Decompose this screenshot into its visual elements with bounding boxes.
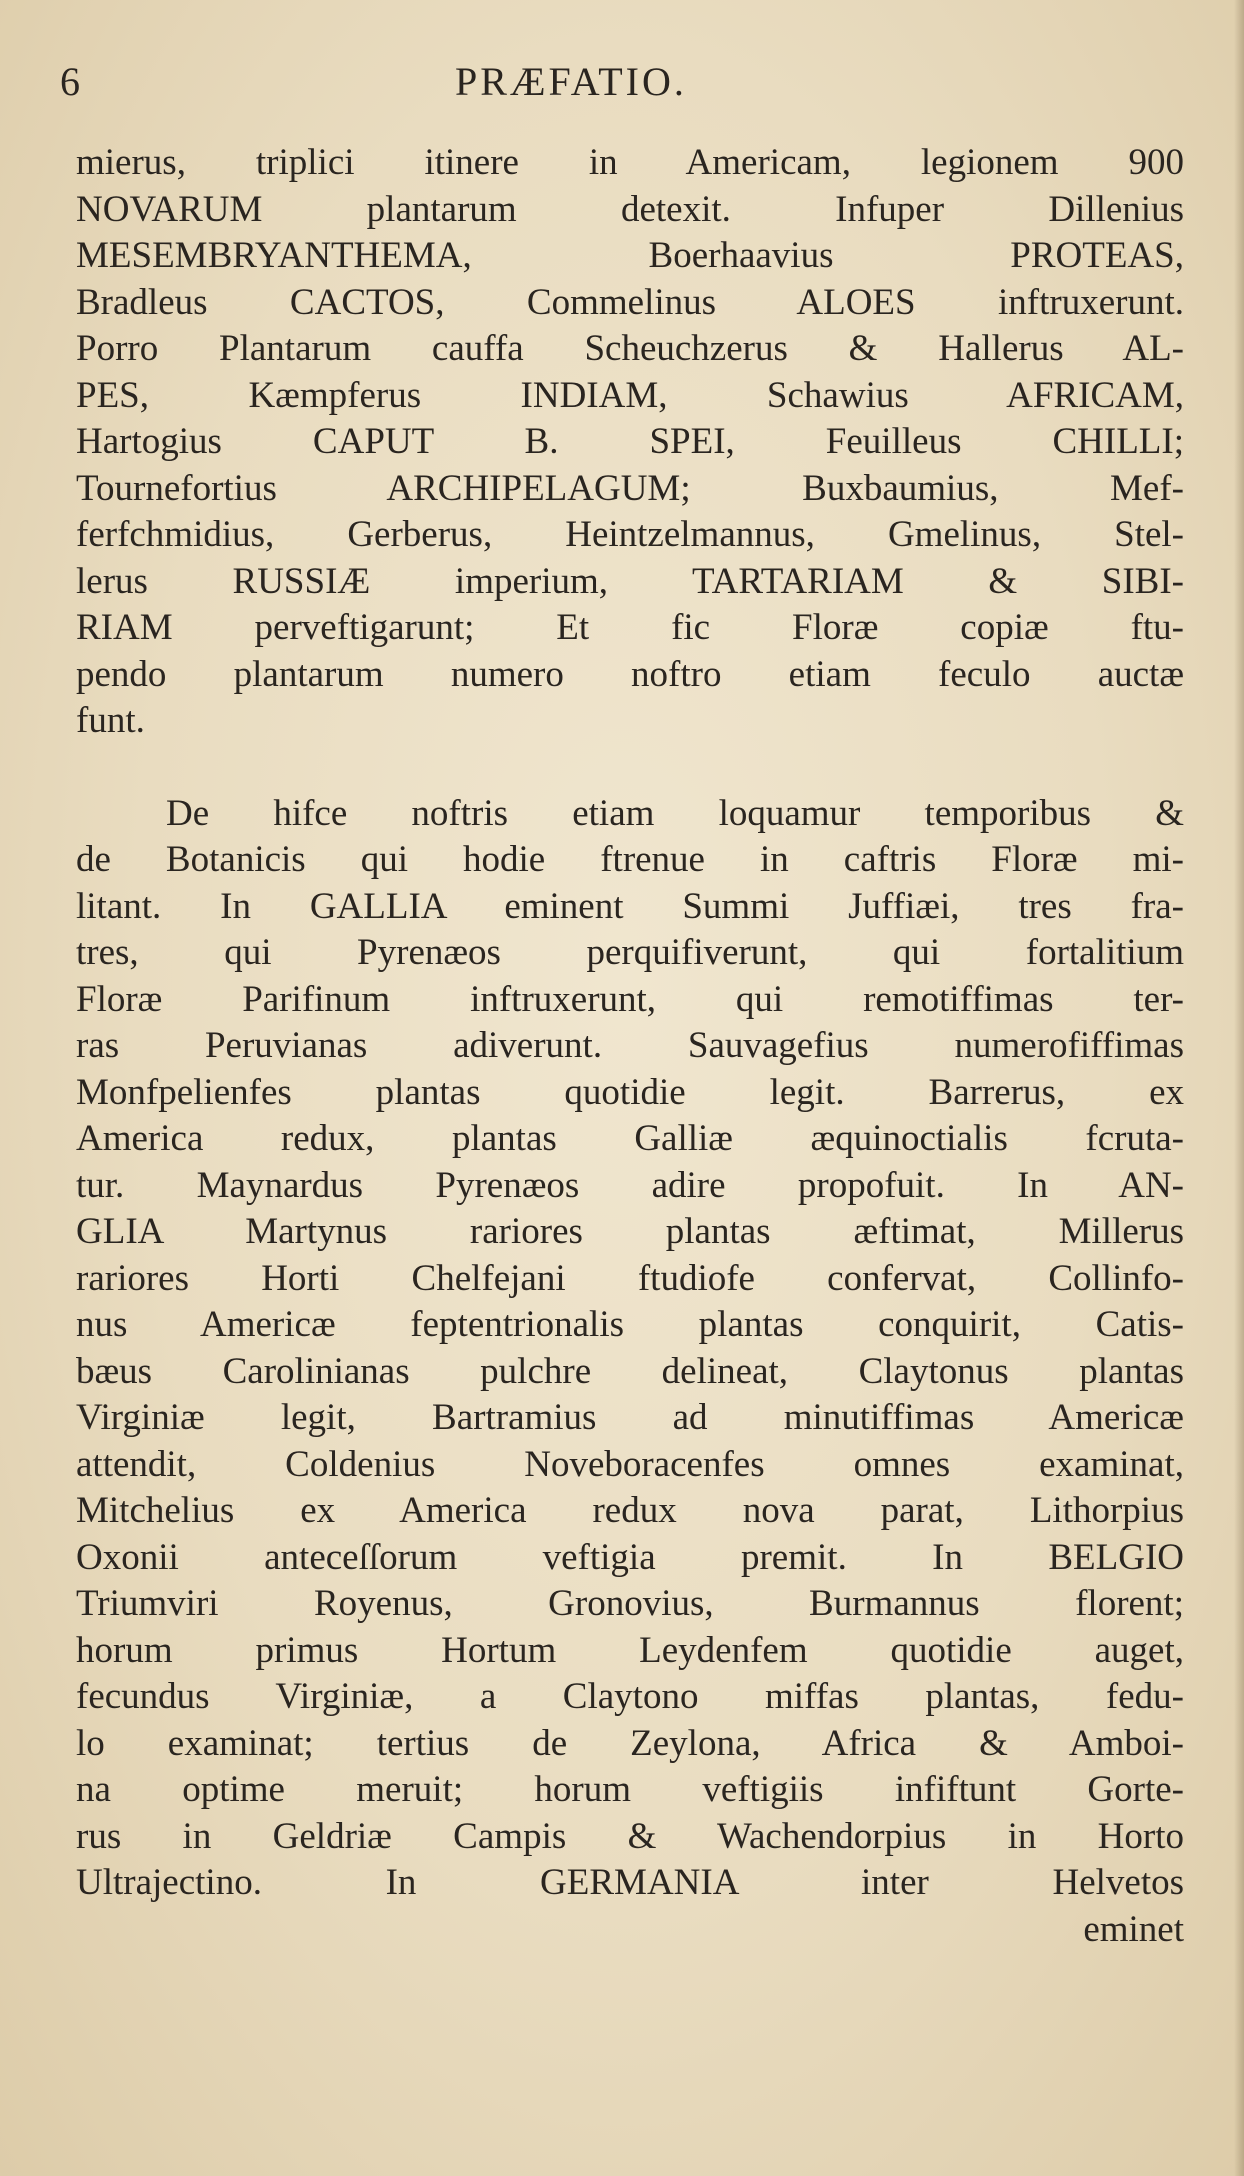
text-line: NOVARUM plantarum detexit. Infuper Dillenius [76,188,1184,230]
paragraph-1 [76,140,1184,745]
text-line: ras Peruvianas adiverunt. Sauvagefius numerofiffimas [76,1025,1184,1066]
text-line: lerus RUSSIÆ imperium, TARTARIAM & SIBI- [76,560,1184,602]
page-header [0,58,1244,118]
text-line: De hifce noftris etiam loquamur temporibus & [166,792,1184,834]
text-line: Monfpelienfes plantas quotidie legit. Barrerus, ex [76,1071,1184,1113]
page-edge [1234,0,1244,2176]
text-line: litant. In GALLIA eminent Summi Juffiæi, tres fra- [76,885,1184,927]
text-line: RIAM perveftigarunt; Et fic Floræ copiæ ftu- [76,607,1184,648]
text-line: Floræ Parifinum inftruxerunt, qui remotiffimas ter- [76,978,1184,1020]
text-line: funt. [76,700,145,741]
text-line: rus in Geldriæ Campis & Wachendorpius in Horto [76,1815,1184,1857]
text-line: bæus Carolinianas pulchre delineat, Claytonus plantas [76,1350,1184,1392]
text-line: Virginiæ legit, Bartramius ad minutiffimas Americæ [76,1397,1184,1438]
text-line: attendit, Coldenius Noveboracenfes omnes examinat, [76,1443,1184,1485]
text-line: lo examinat; tertius de Zeylona, Africa & Amboi- [76,1722,1184,1764]
text-line: pendo plantarum numero noftro etiam feculo auctæ [76,653,1184,695]
text-line: Ultrajectino. In GERMANIA inter Helvetos [76,1862,1184,1903]
text-line: MESEMBRYANTHEMA, Boerhaavius PROTEAS, [76,235,1184,276]
text-line: Triumviri Royenus, Gronovius, Burmannus florent; [76,1583,1184,1624]
text-line: tres, qui Pyrenæos perquifiverunt, qui fortalitium [76,932,1184,973]
text-line: Porro Plantarum cauffa Scheuchzerus & Hallerus AL- [76,328,1184,369]
paragraph-gap [76,745,1184,791]
text-line: Oxonii anteceſſorum veftigia premit. In BELGIO [76,1536,1184,1578]
text-line: nus Americæ feptentrionalis plantas conquirit, Catis- [76,1304,1184,1345]
running-title: PRÆFATIO. [455,59,687,104]
text-line: GLIA Martynus rariores plantas æftimat, Millerus [76,1211,1184,1252]
page-number: 6 [60,59,80,104]
paragraph-2 [76,791,1184,1907]
text-line: rariores Horti Chelfejani ftudiofe confervat, Collinfo- [76,1257,1184,1299]
text-line: ferfchmidius, Gerberus, Heintzelmannus, Gmelinus, Stel- [76,514,1184,555]
text-line: mierus, triplici itinere in Americam, legionem 900 [76,142,1184,183]
catchword: eminet [1083,1908,1184,1950]
text-line: tur. Maynardus Pyrenæos adire propofuit. In AN- [76,1164,1184,1206]
text-line: na optime meruit; horum veftigiis infiftunt Gorte- [76,1769,1184,1810]
text-line: fecundus Virginiæ, a Claytono miffas plantas, fedu- [76,1676,1184,1717]
text-line: horum primus Hortum Leydenfem quotidie auget, [76,1629,1184,1671]
text-line: Mitchelius ex America redux nova parat, Lithorpius [76,1490,1184,1531]
text-line: America redux, plantas Galliæ æquinoctialis fcruta- [76,1118,1184,1159]
text-line: Hartogius CAPUT B. SPEI, Feuilleus CHILLI; [76,421,1184,462]
text-line: Tournefortius ARCHIPELAGUM; Buxbaumius, Mef- [76,467,1184,509]
body-text [76,140,1184,1953]
text-line: Bradleus CACTOS, Commelinus ALOES inftruxerunt. [76,281,1184,323]
text-line: de Botanicis qui hodie ftrenue in caftris Floræ mi- [76,839,1184,880]
text-line: PES, Kæmpferus INDIAM, Schawius AFRICAM, [76,374,1184,416]
